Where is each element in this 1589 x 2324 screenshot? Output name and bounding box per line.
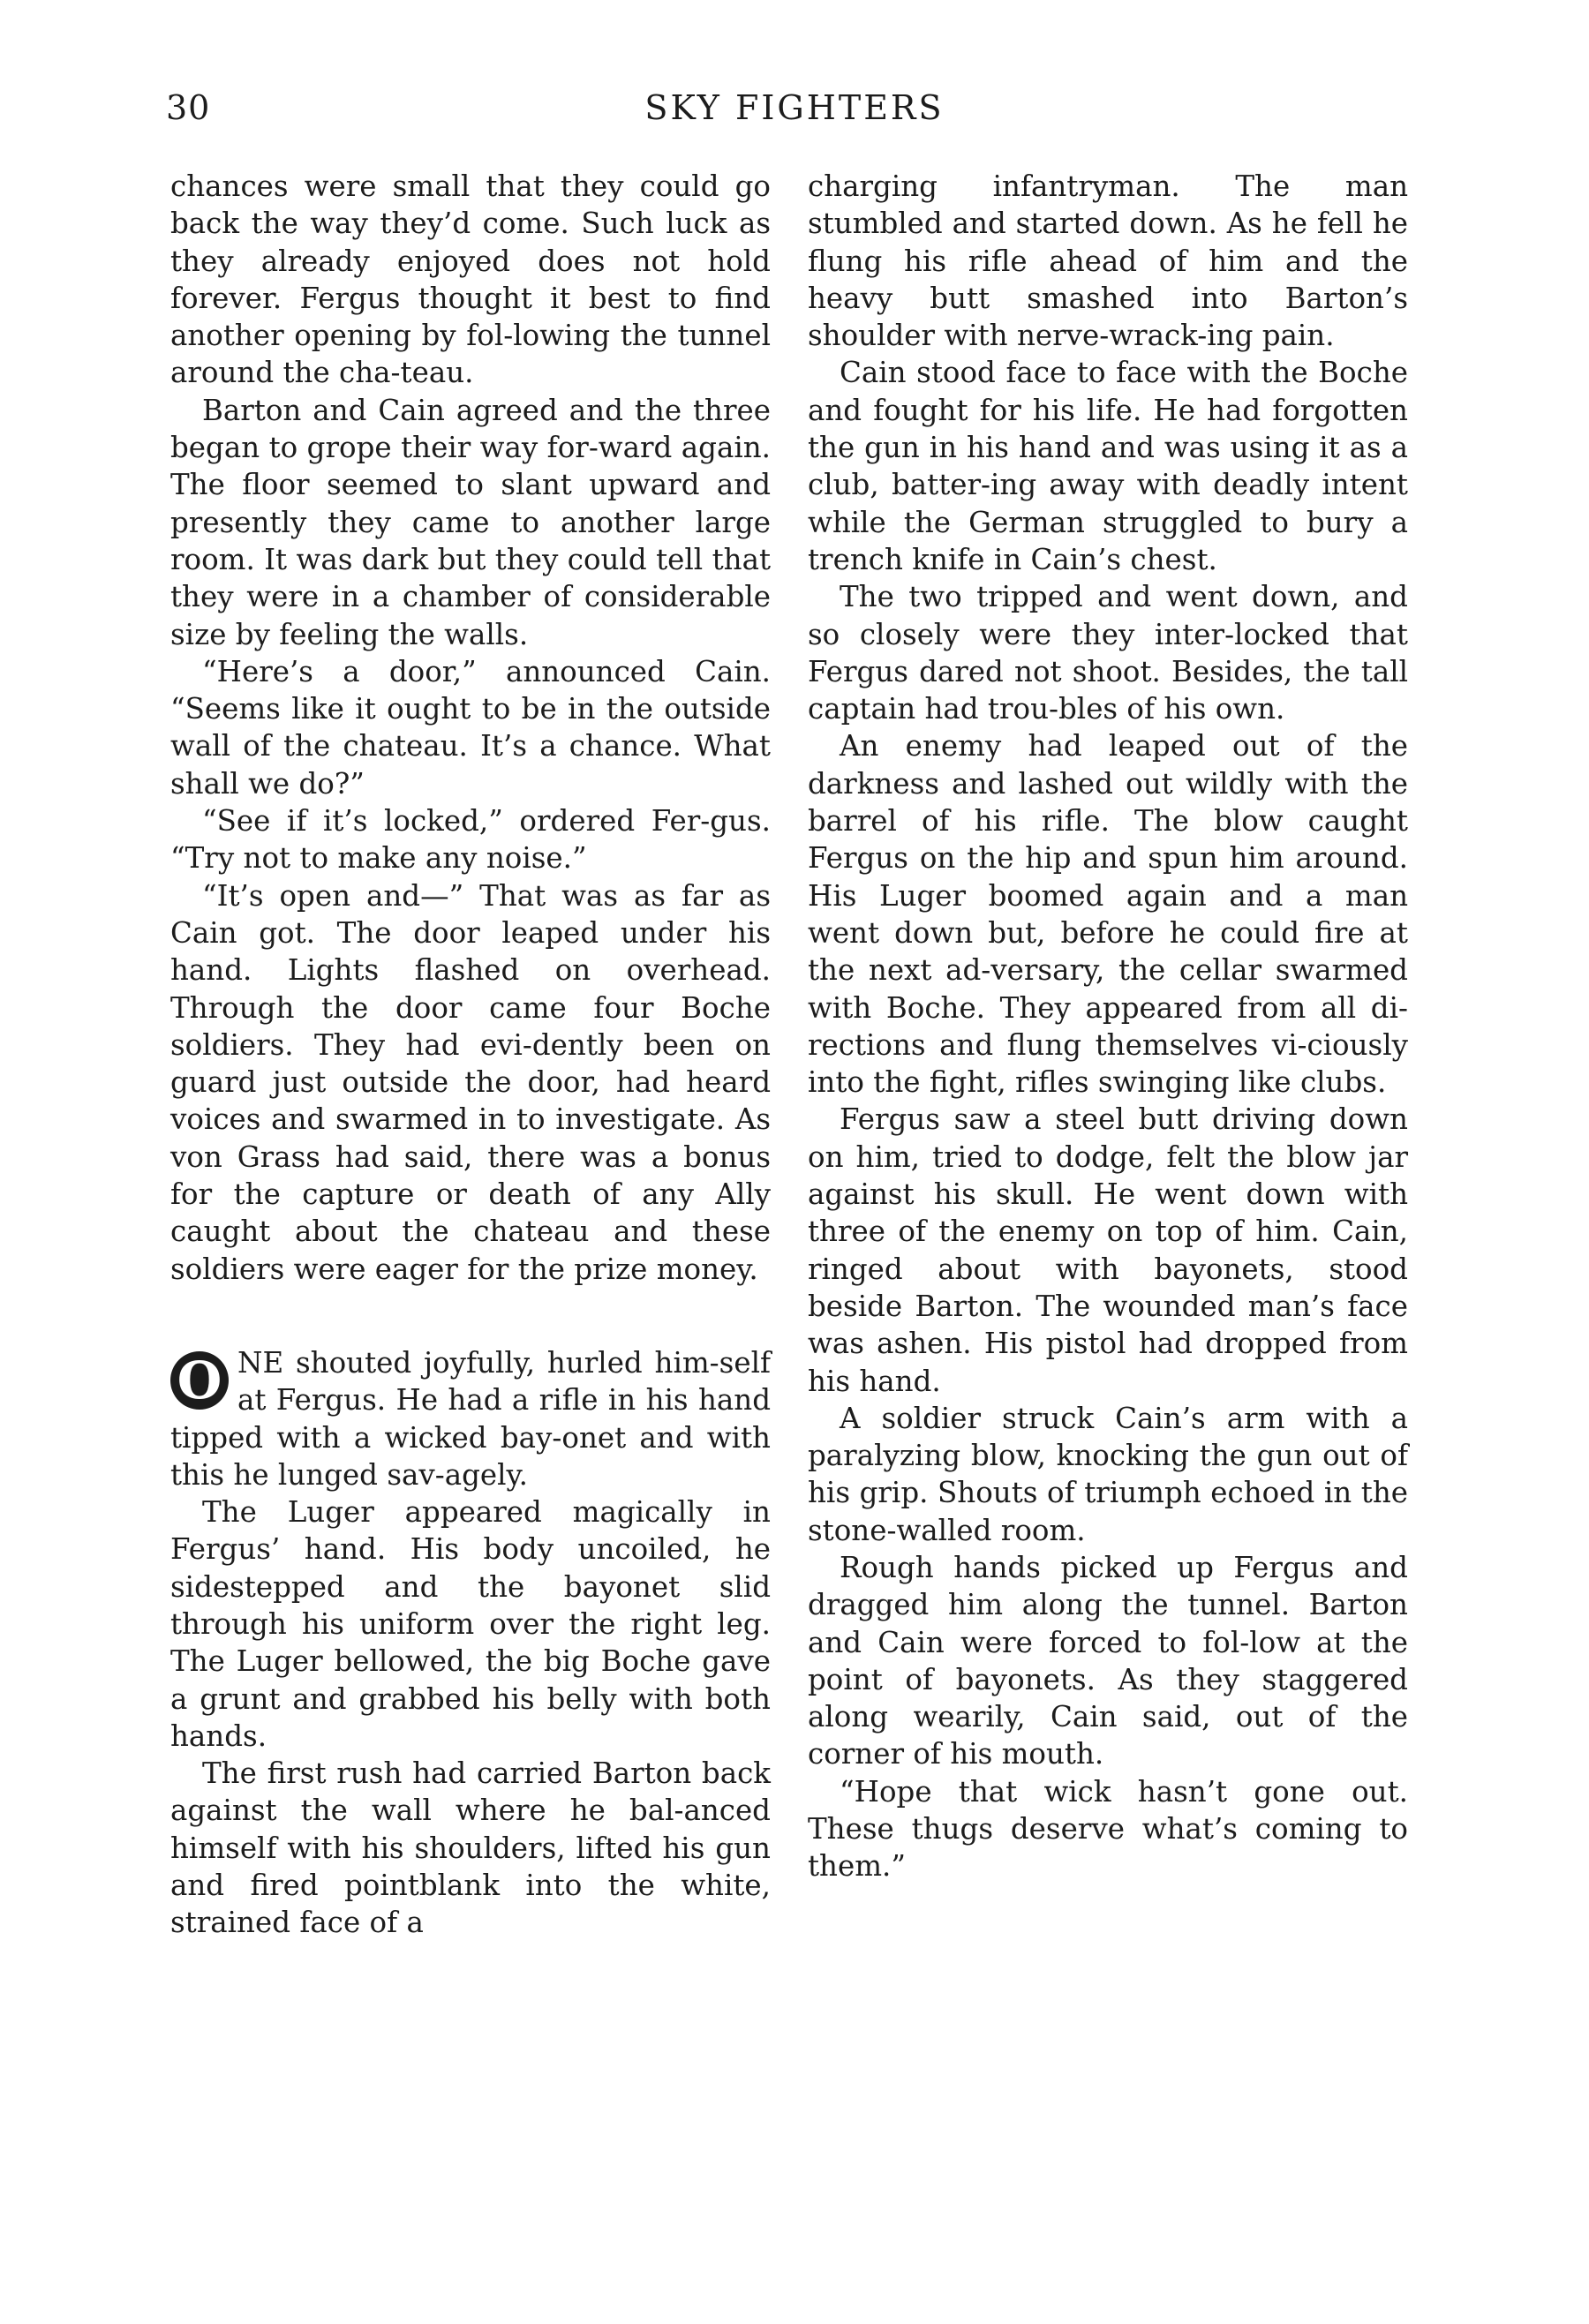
paragraph: Barton and Cain agreed and the three began to grope their way for-ward again. The floor seemed to slant upward and presently they came to another large room. It was dark but they could tell that they were in a chamber of considerable size by feeling the walls. — [170, 393, 771, 651]
page-header — [0, 0, 1589, 159]
right-column — [808, 168, 1408, 1885]
paragraph: “Here’s a door,” announced Cain. “Seems like it ought to be in the outside wall of the chateau. It’s a chance. What shall we do?” — [170, 654, 771, 801]
paragraph: Fergus saw a steel butt driving down on him, tried to dodge, felt the blow jar against his skull. He went down with three of the enemy on top of him. Cain, ringed about with bayonets, stood beside Barton. The wounded man’s face was ashen. His pistol had dropped from his hand. — [808, 1102, 1408, 1398]
left-column — [170, 168, 771, 1942]
paragraph: chances were small that they could go back the way they’d come. Such luck as they already enjoyed does not hold forever. Fergus thought it best to find another opening by fol-lowing the tunnel around the cha-teau. — [170, 169, 771, 390]
paragraph: “See if it’s locked,” ordered Fer-gus. “Try not to make any noise.” — [170, 804, 771, 876]
paragraph: charging infantryman. The man stumbled and started down. As he fell he flung his rifle ahead of him and the heavy butt smashed into Barton’s shoulder with nerve-wrack-ing pain. — [808, 169, 1408, 353]
paragraph: A soldier struck Cain’s arm with a paralyzing blow, knocking the gun out of his grip. Shouts of triumph echoed in the stone-walled room. — [808, 1401, 1408, 1547]
drop-cap: O — [170, 1351, 229, 1410]
paragraph: Cain stood face to face with the Boche and fought for his life. He had forgotten the gun in his hand and was using it as a club, batter-ing away with deadly intent while the German struggled to bury a trench knife in Cain’s chest. — [808, 356, 1408, 576]
paragraph-text: shouted joyfully, hurled him-self at Fergus. He had a rifle in his hand tipped with a wicked bay-onet and with this he lunged sav-agely. — [170, 1345, 771, 1492]
lead-in-text: NE — [237, 1345, 284, 1380]
drop-cap-paragraph — [170, 1344, 771, 1493]
running-head: SKY FIGHTERS — [644, 88, 945, 127]
paragraph: The Luger appeared magically in Fergus’ hand. His body uncoiled, he sidestepped and the bayonet slid through his uniform over the right leg. The Luger bellowed, the big Boche gave a grunt and grabbed his belly with both hands. — [170, 1495, 771, 1753]
page-number: 30 — [166, 88, 211, 127]
paragraph: Rough hands picked up Fergus and dragged him along the tunnel. Barton and Cain were forced to fol-low at the point of bayonets. As they staggered along wearily, Cain said, out of the corner of his mouth. — [808, 1550, 1408, 1771]
paragraph: “Hope that wick hasn’t gone out. These thugs deserve what’s coming to them.” — [808, 1774, 1408, 1884]
paragraph: “It’s open and—” That was as far as Cain got. The door leaped under his hand. Lights flashed on overhead. Through the door came four Boche soldiers. They had evi-dently been on guard just outside the door, had heard voices and swarmed in to investigate. As von Grass had said, there was a bonus for the capture or death of any Ally caught about the chateau and these soldiers were eager for the prize money. — [170, 878, 771, 1286]
paragraph: An enemy had leaped out of the darkness and lashed out wildly with the barrel of his rifle. The blow caught Fergus on the hip and spun him around. His Luger boomed again and a man went down but, before he could fire at the next ad-versary, the cellar swarmed with Boche. They appeared from all di-rections and flung themselves vi-ciously into the fight, rifles swinging like clubs. — [808, 729, 1408, 1100]
section-break — [170, 1288, 771, 1344]
paragraph: The first rush had carried Barton back against the wall where he bal-anced himself with his shoulders, lifted his gun and fired pointblank into the white, strained face of a — [170, 1756, 771, 1940]
paragraph: The two tripped and went down, and so closely were they inter-locked that Fergus dared not shoot. Besides, the tall captain had trou-bles of his own. — [808, 580, 1408, 726]
